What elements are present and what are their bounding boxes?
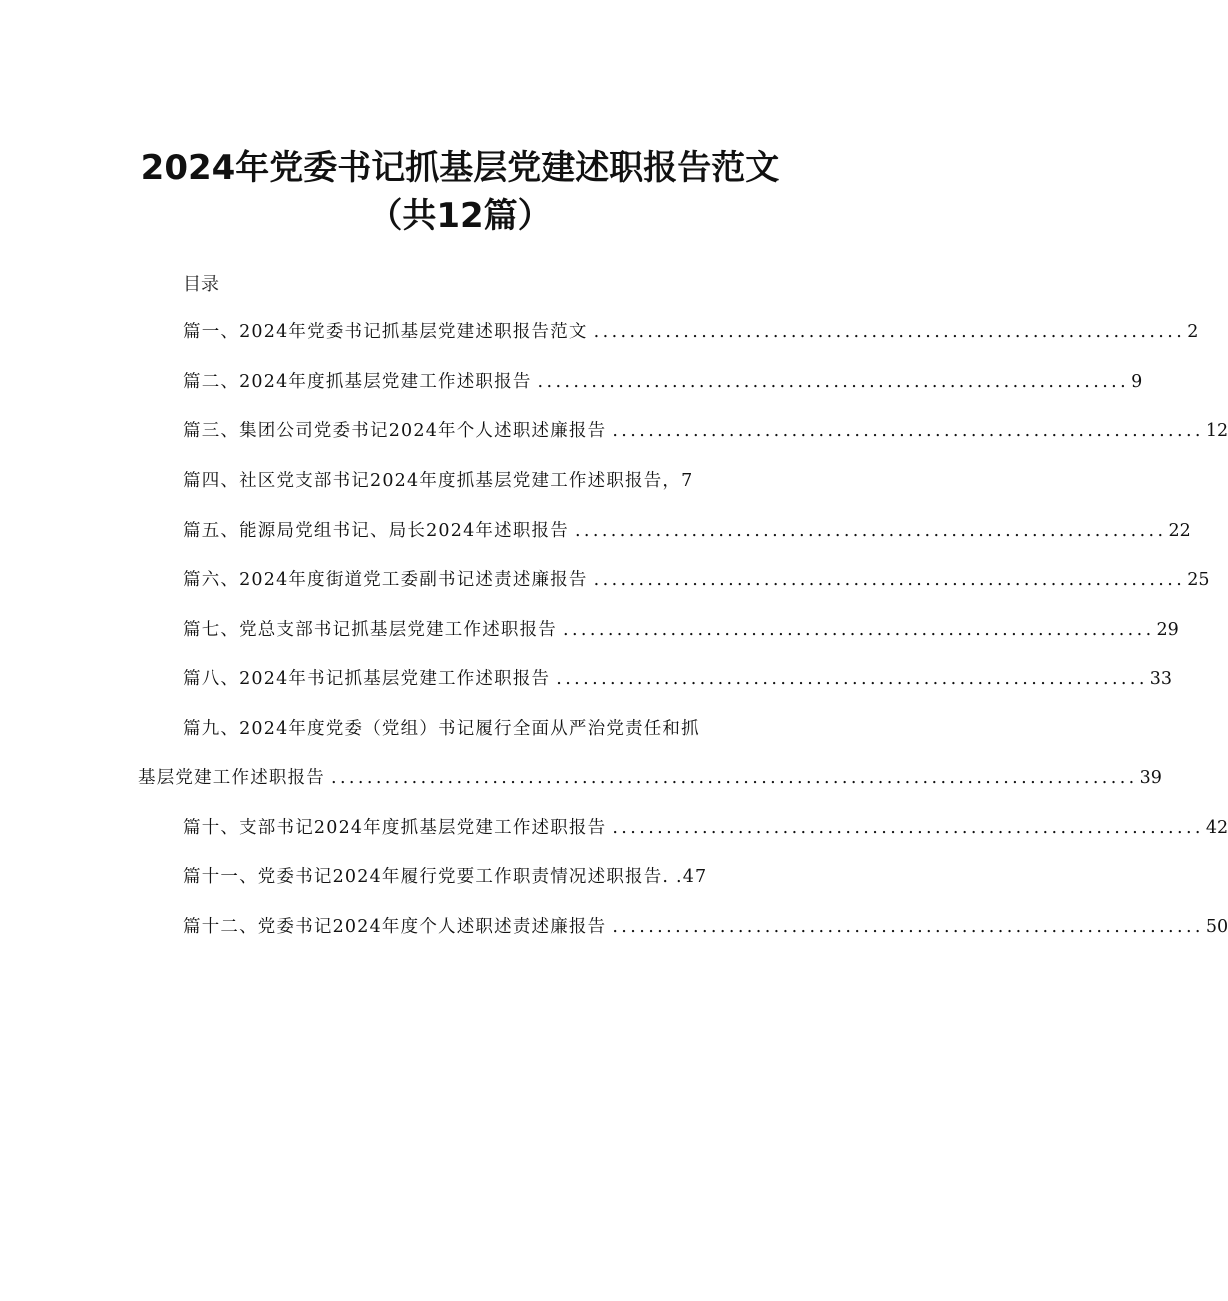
toc-entry-title: 篇二、2024年度抓基层党建工作述职报告 xyxy=(183,372,532,392)
toc-entry-page: 39 xyxy=(1139,768,1162,788)
toc-entry[interactable] xyxy=(183,468,779,494)
toc-entry-page: 50 xyxy=(1205,917,1228,937)
toc-entry-title: 篇十一、党委书记2024年履行党要工作职责情况述职报告. .47 xyxy=(183,867,708,887)
toc-leader-dots: .................................................................. xyxy=(593,322,1186,342)
toc-entry-title: 篇一、2024年党委书记抓基层党建述职报告范文 xyxy=(183,322,588,342)
toc-leader-dots: .................................................................. xyxy=(537,372,1130,392)
toc-entry-title: 篇八、2024年书记抓基层党建工作述职报告 xyxy=(183,669,551,689)
toc-entry[interactable] xyxy=(183,369,1143,395)
toc-entry-title: 基层党建工作述职报告 xyxy=(138,768,325,788)
toc-entry-title: 篇十、支部书记2024年度抓基层党建工作述职报告 xyxy=(183,818,607,838)
toc-entry[interactable] xyxy=(183,666,1173,692)
toc-leader-dots: .................................................................. xyxy=(574,521,1167,541)
toc-entry-page: 29 xyxy=(1156,620,1179,640)
toc-leader-dots: .................................................................. xyxy=(612,818,1204,838)
toc-entry-page: 42 xyxy=(1205,818,1228,838)
toc-heading: 目录 xyxy=(183,274,219,295)
toc-entry[interactable] xyxy=(183,319,1199,345)
toc-entry[interactable] xyxy=(183,617,1179,643)
toc-entry-title: 篇三、集团公司党委书记2024年个人述职述廉报告 xyxy=(183,421,607,441)
toc-entry-title: 篇四、社区党支部书记2024年度抓基层党建工作述职报告，7 xyxy=(183,471,694,491)
toc-leader-dots: .................................................................. xyxy=(556,669,1148,689)
toc-entry-line1[interactable]: 篇九、2024年度党委（党组）书记履行全面从严治党责任和抓 xyxy=(183,719,700,739)
toc-entry-title: 篇六、2024年度街道党工委副书记述责述廉报告 xyxy=(183,570,588,590)
toc-entry-title: 篇十二、党委书记2024年度个人述职述责述廉报告 xyxy=(183,917,607,937)
toc-leader-dots: .................................................................. xyxy=(563,620,1155,640)
toc-entry-page: 22 xyxy=(1168,521,1191,541)
toc-entry-line2[interactable] xyxy=(138,765,1162,791)
toc-leader-dots: .................................................................. xyxy=(612,421,1204,441)
toc-entry[interactable] xyxy=(183,518,1191,544)
toc-entry[interactable] xyxy=(183,914,1228,940)
toc-leader-dots: .................................................................. xyxy=(612,917,1204,937)
toc-leader-dots: .................................................................. xyxy=(593,570,1186,590)
toc-entry[interactable] xyxy=(183,567,1210,593)
toc-entry-page: 9 xyxy=(1131,372,1143,392)
toc-entry-page: 2 xyxy=(1187,322,1199,342)
document-subtitle: （共12篇） xyxy=(368,196,552,236)
toc-entry-page: 25 xyxy=(1187,570,1210,590)
toc-entry[interactable] xyxy=(183,418,1228,444)
toc-entry-page: 12 xyxy=(1205,421,1228,441)
toc-entry[interactable] xyxy=(183,815,1228,841)
toc-entry-page: 33 xyxy=(1149,669,1173,689)
toc-entry[interactable] xyxy=(183,864,779,890)
document-title: 2024年党委书记抓基层党建述职报告范文 xyxy=(140,148,780,188)
toc-leader-dots: .......................................................................................... xyxy=(331,768,1138,788)
toc-entry-title: 篇五、能源局党组书记、局长2024年述职报告 xyxy=(183,521,569,541)
toc-entry-title: 篇七、党总支部书记抓基层党建工作述职报告 xyxy=(183,620,557,640)
